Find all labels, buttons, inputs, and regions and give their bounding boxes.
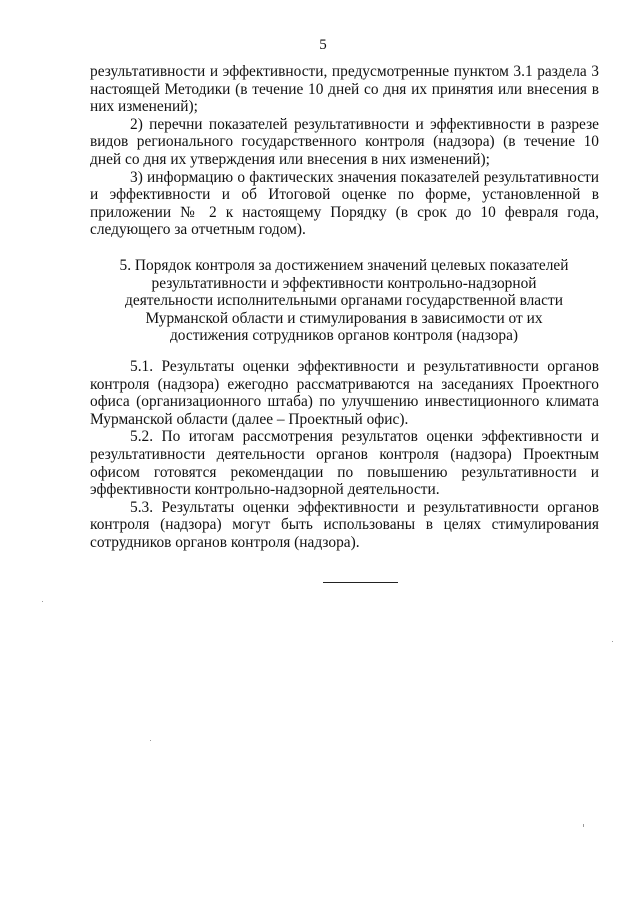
paragraph-item-3: 3) информацию о фактических значения показателей результативности и эффективности и об Итоговой оценке по форме, установленной в приложении № 2 к настоящему Порядку (в срок до 10 февраля года, следующего за отчетным годом).: [90, 168, 599, 239]
page-number: 5: [319, 37, 327, 53]
scan-speck: [612, 641, 613, 642]
paragraph-5-1: 5.1. Результаты оценки эффективности и результативности органов контроля (надзора) ежегодно рассматриваются на заседаниях Проектного офиса (организационного штаба) по улучшению инвестиционного климата Мурманской области (далее – Проектный офис).: [90, 358, 599, 428]
paragraph-item-2: 2) перечни показателей результативности и эффективности в разрезе видов регионального государственного контроля (надзора) (в течение 10 дней со дня их утверждения или внесения в них изменений);: [90, 115, 599, 168]
paragraph-continuation: результативности и эффективности, предусмотренные пунктом 3.1 раздела 3 настоящей Методики (в течение 10 дней со дня их принятия или внесения в них изменений);: [90, 63, 599, 116]
section-5-heading: 5. Порядок контроля за достижением значений целевых показателей результативности и эффективности контрольно-надзорной деятельности исполнительными органами государственной власти Мурманской области и стимулирования в зависимости от их достижения сотрудников органов контроля (надзора): [119, 257, 569, 345]
end-separator-line: [323, 582, 398, 583]
top-text-block: [90, 63, 599, 239]
paragraph-5-3: 5.3. Результаты оценки эффективности и результативности органов контроля (надзора) могут быть использованы в целях стимулирования сотрудников органов контроля (надзора).: [90, 498, 599, 551]
paragraph-5-2: 5.2. По итогам рассмотрения результатов оценки эффективности и результативности деятельности органов контроля (надзора) Проектным офисом готовятся рекомендации по повышению результативности и эффективности контрольно-надзорной деятельности.: [90, 428, 599, 499]
scan-speck: [42, 601, 43, 602]
section-5-text-block: [90, 358, 599, 552]
scan-speck: [150, 740, 151, 741]
scan-speck: [583, 824, 584, 827]
